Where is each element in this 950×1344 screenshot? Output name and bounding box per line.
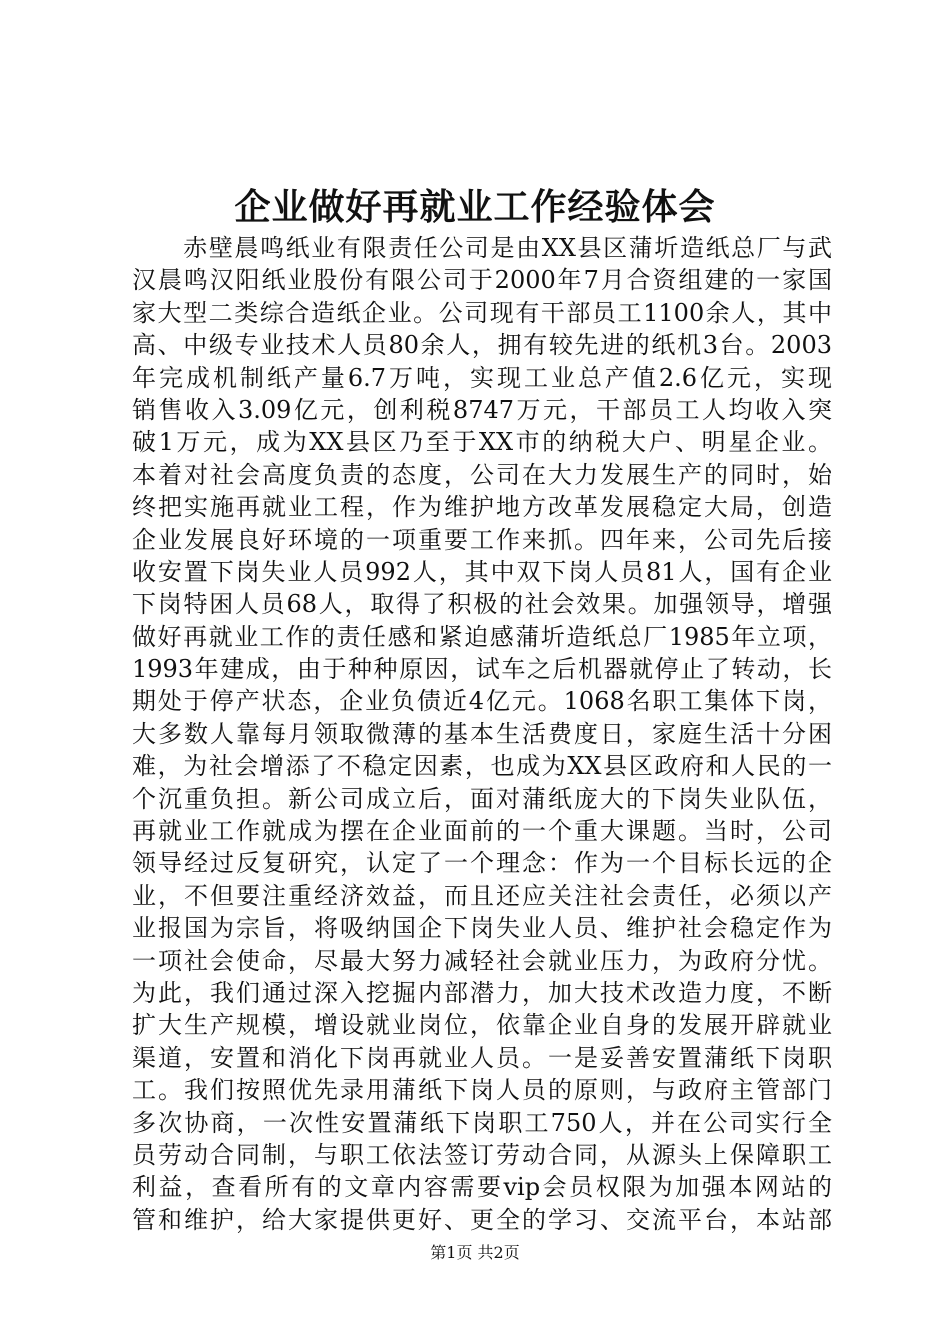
body-text-line: 赤壁晨鸣纸业有限责任公司是由XX县区蒲圻造纸总厂与武 — [132, 234, 832, 262]
page-number-footer: 第1页 共2页 — [430, 1243, 520, 1262]
body-text-line: 业，不但要注重经济效益，而且还应关注社会责任，必须以产 — [132, 881, 832, 910]
body-text-line: 年完成机制纸产量6.7万吨，实现工业总产值2.6亿元，实现 — [132, 363, 832, 392]
body-text-line: 期处于停产状态，企业负债近4亿元。1068名职工集体下岗， — [132, 687, 832, 716]
body-text-line: 为此，我们通过深入挖掘内部潜力，加大技术改造力度，不断 — [132, 978, 832, 1007]
body-text-line: 渠道，安置和消化下岗再就业人员。一是妥善安置蒲纸下岗职 — [132, 1043, 832, 1072]
body-text-line: 管和维护，给大家提供更好、更全的学习、交流平台，本站部 — [132, 1205, 832, 1234]
body-text-line: 企业发展良好环境的一项重要工作来抓。四年来，公司先后接 — [132, 525, 832, 554]
body-text-line: 扩大生产规模，增设就业岗位，依靠企业自身的发展开辟就业 — [132, 1011, 832, 1040]
body-text-line: 本着对社会高度负责的态度，公司在大力发展生产的同时，始 — [132, 460, 832, 489]
body-text-line: 破1万元，成为XX县区乃至于XX市的纳税大户、明星企业。 — [132, 428, 832, 457]
document-title: 企业做好再就业工作经验体会 — [234, 186, 716, 228]
document-body — [132, 232, 832, 1236]
body-text-line: 家大型二类综合造纸企业。公司现有干部员工1100余人，其中 — [132, 298, 832, 327]
body-text-line: 一项社会使命，尽最大努力减轻社会就业压力，为政府分忧。 — [132, 946, 832, 975]
body-text-line: 收安置下岗失业人员992人，其中双下岗人员81人，国有企业 — [132, 557, 832, 586]
body-text-line: 多次协商，一次性安置蒲纸下岗职工750人，并在公司实行全 — [132, 1108, 832, 1137]
body-text-line: 难，为社会增添了不稳定因素，也成为XX县区政府和人民的一 — [132, 752, 832, 781]
body-text-line: 大多数人靠每月领取微薄的基本生活费度日，家庭生活十分困 — [132, 719, 832, 748]
body-text-line: 做好再就业工作的责任感和紧迫感蒲圻造纸总厂1985年立项， — [132, 622, 832, 651]
body-text-line: 业报国为宗旨，将吸纳国企下岗失业人员、维护社会稳定作为 — [132, 914, 832, 943]
body-text-line: 利益，查看所有的文章内容需要vip会员权限为加强本网站的 — [132, 1173, 832, 1202]
body-text-line: 员劳动合同制，与职工依法签订劳动合同，从源头上保障职工 — [132, 1140, 832, 1169]
body-text-line: 再就业工作就成为摆在企业面前的一个重大课题。当时，公司 — [132, 817, 832, 846]
body-text-line: 高、中级专业技术人员80余人，拥有较先进的纸机3台。2003 — [132, 331, 832, 360]
body-text-line: 工。我们按照优先录用蒲纸下岗人员的原则，与政府主管部门 — [132, 1076, 832, 1105]
body-text-line: 终把实施再就业工程，作为维护地方改革发展稳定大局，创造 — [132, 493, 832, 522]
body-text-line: 汉晨鸣汉阳纸业股份有限公司于2000年7月合资组建的一家国 — [132, 266, 832, 295]
body-text-line: 1993年建成，由于种种原因，试车之后机器就停止了转动，长 — [132, 655, 832, 684]
body-text-line: 销售收入3.09亿元，创利税8747万元，干部员工人均收入突 — [132, 395, 832, 424]
body-text-line: 领导经过反复研究，认定了一个理念：作为一个目标长远的企 — [132, 849, 832, 878]
body-text-line: 下岗特困人员68人，取得了积极的社会效果。加强领导，增强 — [132, 590, 832, 619]
body-text-line: 个沉重负担。新公司成立后，面对蒲纸庞大的下岗失业队伍， — [132, 784, 832, 813]
